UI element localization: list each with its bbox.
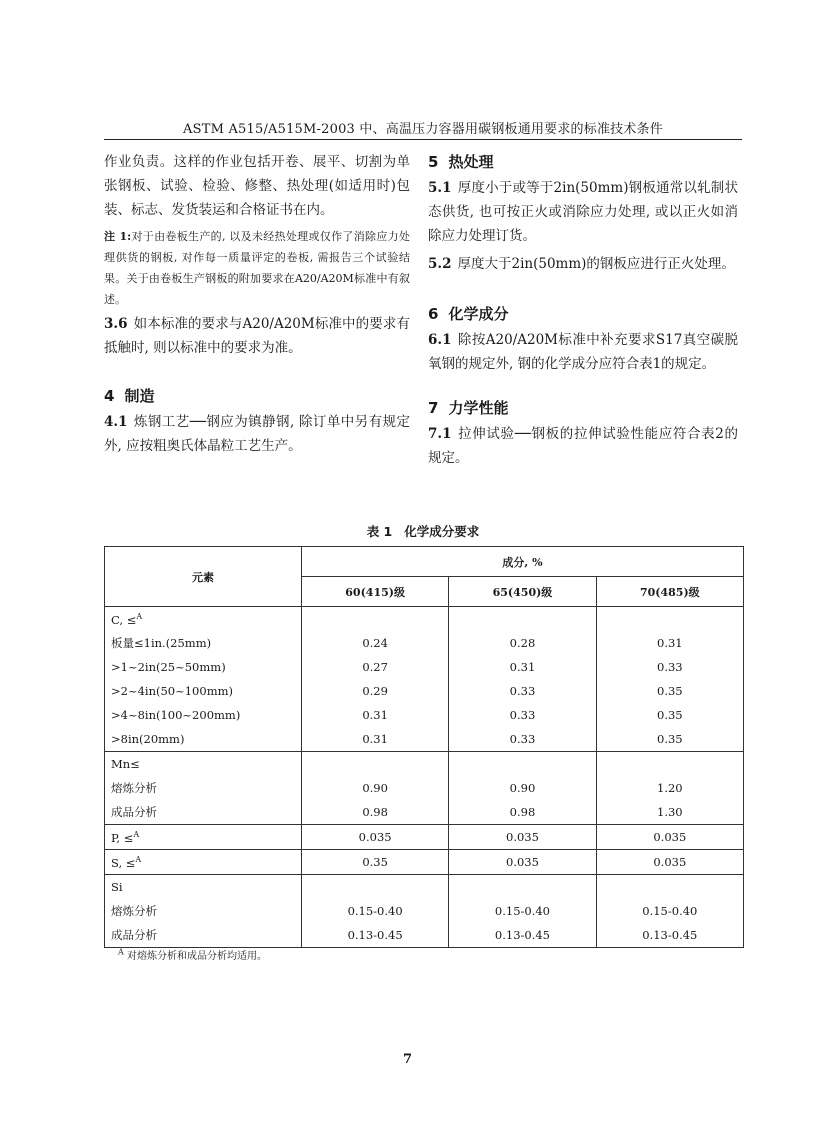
table-row — [105, 875, 744, 900]
table-row — [105, 776, 744, 800]
section-5-1-number: 5.1 — [428, 180, 452, 196]
table-cell: 0.35 — [596, 727, 743, 752]
table-cell: 0.33 — [449, 703, 596, 727]
table-cell: 0.13-0.45 — [301, 923, 448, 948]
section-5-2-number: 5.2 — [428, 256, 452, 272]
table-row — [105, 727, 744, 752]
table-cell: 0.035 — [596, 850, 743, 875]
header-rule — [104, 139, 742, 140]
note-1 — [104, 226, 410, 310]
table-cell: 0.035 — [596, 825, 743, 850]
table-row — [105, 850, 744, 875]
table-cell: 0.35 — [301, 850, 448, 875]
heading-6-number: 6 — [428, 305, 439, 323]
table-cell: 0.28 — [449, 631, 596, 655]
table-cell: 0.15-0.40 — [301, 899, 448, 923]
group-title-sulfur — [105, 850, 302, 875]
section-3-6-text: 如本标准的要求与A20/A20M标准中的要求有抵触时, 则以标准中的要求为准。 — [104, 316, 410, 356]
row-label: >8in(20mm) — [105, 727, 302, 752]
table-cell: 0.035 — [449, 850, 596, 875]
table-caption — [104, 522, 742, 540]
table-row — [105, 679, 744, 703]
table-cell: 0.31 — [301, 703, 448, 727]
note-text: 对于由卷板生产的, 以及未经热处理或仅作了消除应力处理供货的钢板, 对作每一质量评定的卷板, 需报告三个试验结果。关于由卷板生产钢板的附加要求在A20/A20M标准中有叙述。 — [104, 230, 410, 306]
table-caption-number: 表 1 — [366, 524, 393, 539]
table-cell: 0.27 — [301, 655, 448, 679]
table-row — [105, 655, 744, 679]
table-row — [105, 923, 744, 948]
table-cell: 0.15-0.40 — [596, 899, 743, 923]
column-header-grade-65: 65(450)级 — [449, 577, 596, 607]
section-5-2 — [428, 252, 738, 276]
footnote-marker: A — [136, 611, 143, 621]
table-cell: 0.31 — [449, 655, 596, 679]
row-label: 熔炼分析 — [105, 899, 302, 923]
group-title-manganese: Mn≤ — [105, 752, 302, 777]
section-4-1-number: 4.1 — [104, 414, 128, 430]
section-5-1 — [428, 176, 738, 248]
column-header-grade-70: 70(485)级 — [596, 577, 743, 607]
table-cell: 0.035 — [301, 825, 448, 850]
running-header: ASTM A515/A515M-2003 中、高温压力容器用碳钢板通用要求的标准技术条件 — [183, 122, 663, 137]
table-cell: 0.90 — [301, 776, 448, 800]
table-cell: 0.31 — [301, 727, 448, 752]
table-caption-title: 化学成分要求 — [404, 524, 480, 539]
table-cell: 0.31 — [596, 631, 743, 655]
heading-5-number: 5 — [428, 153, 439, 171]
right-column — [428, 150, 738, 470]
row-label: 成品分析 — [105, 800, 302, 825]
section-6-1-text: 除按A20/A20M标准中补充要求S17真空碳脱氧钢的规定外, 钢的化学成分应符合表1的规定。 — [428, 332, 738, 372]
heading-4-title: 制造 — [124, 387, 155, 405]
table-cell: 0.15-0.40 — [449, 899, 596, 923]
table-row — [105, 752, 744, 777]
table-cell: 0.13-0.45 — [596, 923, 743, 948]
section-4-1-text: 炼钢工艺──钢应为镇静钢, 除订单中另有规定外, 应按粗奥氏体晶粒工艺生产。 — [104, 414, 410, 454]
section-7-1-number: 7.1 — [428, 426, 452, 442]
group-title-text: C, ≤ — [111, 612, 137, 627]
heading-7-title: 力学性能 — [448, 399, 509, 417]
table-row — [105, 800, 744, 825]
column-header-element: 元素 — [105, 547, 302, 607]
heading-5 — [428, 150, 738, 174]
heading-6-title: 化学成分 — [448, 305, 509, 323]
section-7-1-text: 拉伸试验──钢板的拉伸试验性能应符合表2的规定。 — [428, 426, 738, 466]
section-3-6 — [104, 312, 410, 360]
table-row — [105, 703, 744, 727]
table-cell: 0.33 — [449, 727, 596, 752]
column-header-grade-60: 60(415)级 — [301, 577, 448, 607]
footnote-marker: A — [135, 854, 142, 864]
footnote-marker: A — [133, 829, 140, 839]
section-7-1 — [428, 422, 738, 470]
section-5-2-text: 厚度大于2in(50mm)的钢板应进行正火处理。 — [457, 256, 735, 272]
heading-7-number: 7 — [428, 399, 439, 417]
row-label: >2~4in(50~100mm) — [105, 679, 302, 703]
table-cell: 0.98 — [449, 800, 596, 825]
heading-5-title: 热处理 — [448, 153, 494, 171]
section-6-1-number: 6.1 — [428, 332, 452, 348]
footnote-marker: A — [118, 947, 124, 957]
row-label: 熔炼分析 — [105, 776, 302, 800]
row-label: >1~2in(25~50mm) — [105, 655, 302, 679]
group-title-phosphorus — [105, 825, 302, 850]
table-row — [105, 899, 744, 923]
paragraph-continued: 作业负责。这样的作业包括开卷、展平、切割为单张钢板、试验、检验、修整、热处理(如适用时)包装、标志、发货装运和合格证书在内。 — [104, 154, 410, 218]
table-footnote — [118, 947, 267, 962]
chemical-composition-table — [104, 546, 744, 948]
note-label: 注 1: — [104, 230, 132, 243]
section-3-6-number: 3.6 — [104, 316, 128, 332]
row-label: 成品分析 — [105, 923, 302, 948]
row-label: 板量≤1in.(25mm) — [105, 631, 302, 655]
table-cell: 1.30 — [596, 800, 743, 825]
section-5-1-text: 厚度小于或等于2in(50mm)钢板通常以轧制状态供货, 也可按正火或消除应力处理, 或以正火如消除应力处理订货。 — [428, 180, 738, 244]
page-number: 7 — [402, 1052, 413, 1067]
heading-4-number: 4 — [104, 387, 115, 405]
table-row — [105, 607, 744, 632]
section-6-1 — [428, 328, 738, 376]
table-cell: 0.33 — [596, 655, 743, 679]
footnote-text: 对熔炼分析和成品分析均适用。 — [126, 951, 267, 962]
heading-4 — [104, 384, 410, 408]
table-cell: 0.33 — [449, 679, 596, 703]
row-label: >4~8in(100~200mm) — [105, 703, 302, 727]
table-cell: 0.35 — [596, 679, 743, 703]
table-cell: 0.24 — [301, 631, 448, 655]
table-cell: 0.35 — [596, 703, 743, 727]
table-cell: 0.90 — [449, 776, 596, 800]
heading-6 — [428, 302, 738, 326]
heading-7 — [428, 396, 738, 420]
column-header-composition: 成分, % — [301, 547, 743, 577]
left-column — [104, 150, 410, 458]
table-cell: 0.29 — [301, 679, 448, 703]
group-title-text: P, ≤ — [111, 830, 134, 845]
table-row — [105, 825, 744, 850]
table-cell: 1.20 — [596, 776, 743, 800]
table-row — [105, 631, 744, 655]
table-cell: 0.98 — [301, 800, 448, 825]
section-4-1 — [104, 410, 410, 458]
group-title-silicon: Si — [105, 875, 302, 900]
group-title-text: S, ≤ — [111, 855, 136, 870]
group-title-carbon — [105, 607, 302, 632]
table-cell: 0.13-0.45 — [449, 923, 596, 948]
table-cell: 0.035 — [449, 825, 596, 850]
